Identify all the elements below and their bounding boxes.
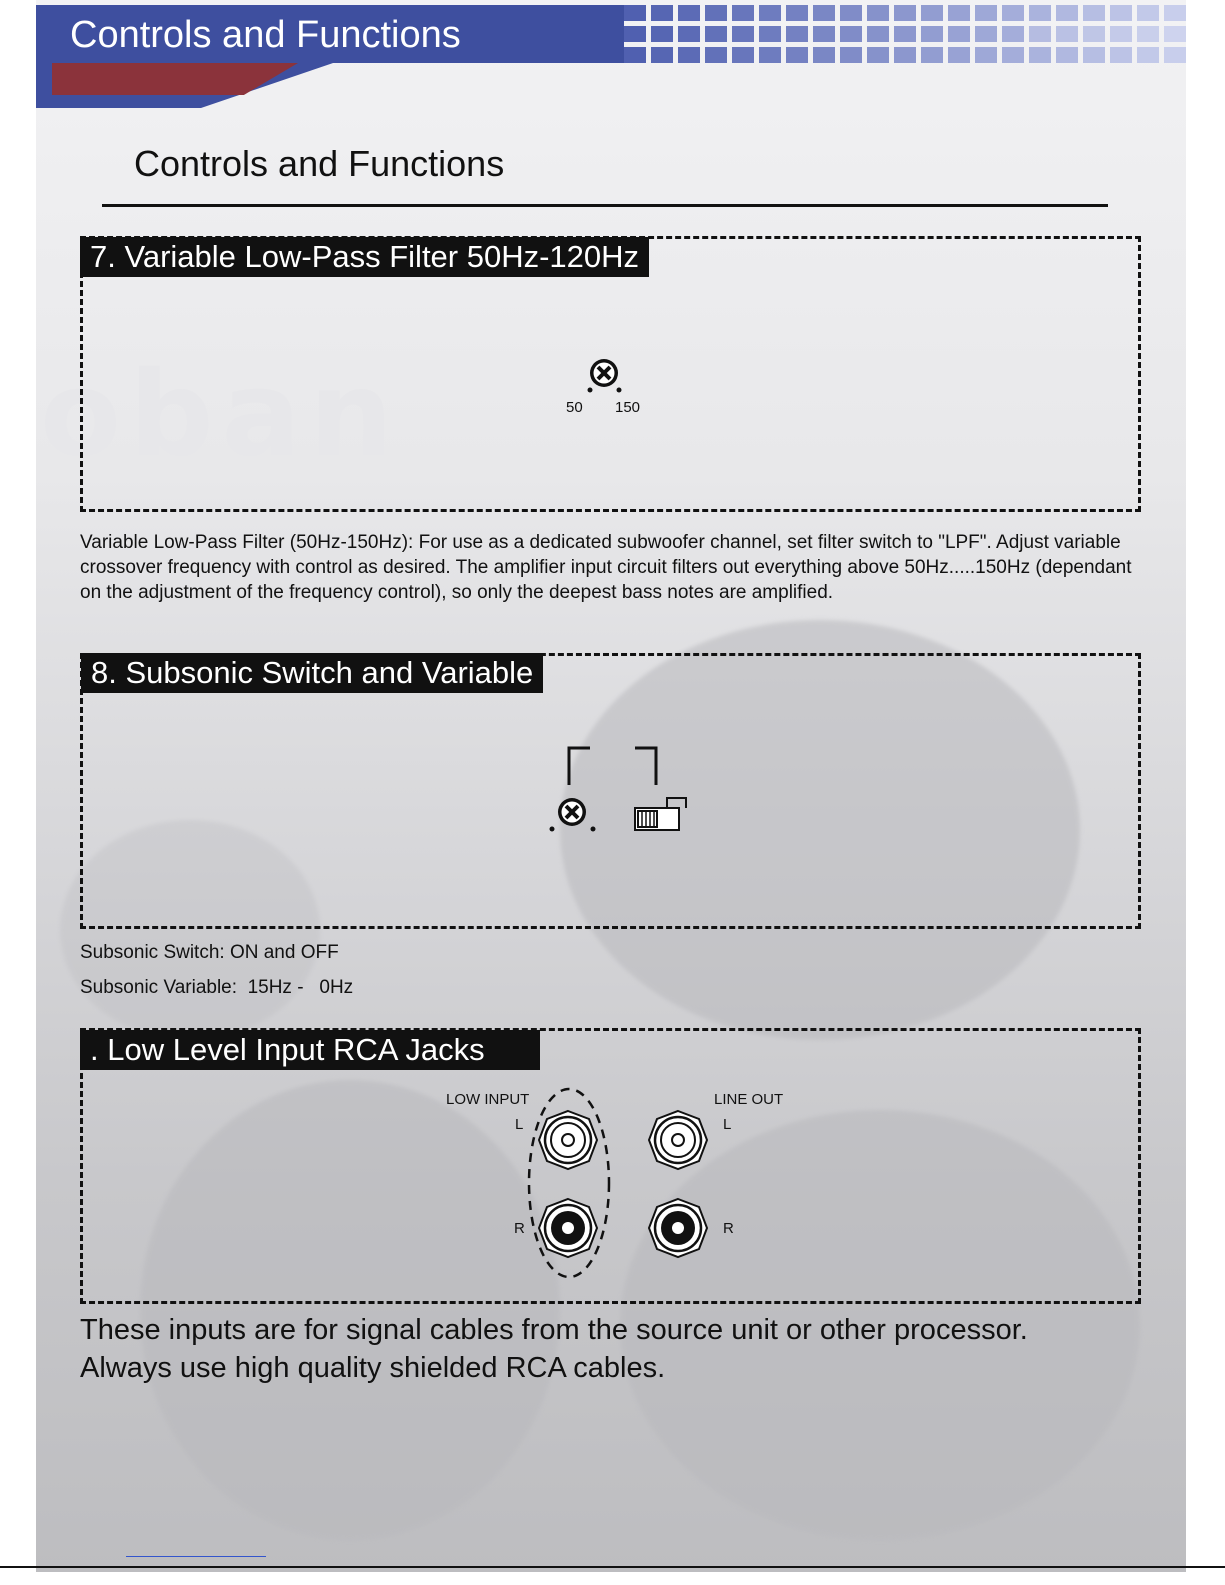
header-grid-square — [1137, 26, 1159, 42]
header-grid-square — [1110, 5, 1132, 21]
header-grid-square — [678, 47, 700, 63]
header-grid-square — [759, 5, 781, 21]
header-grid-square — [624, 5, 646, 21]
header-grid-square — [867, 47, 889, 63]
header-grid-square — [975, 47, 997, 63]
header-grid-square — [1056, 26, 1078, 42]
subsonic-switch-icon — [632, 794, 690, 834]
footer-link-underline — [126, 1556, 266, 1557]
subsonic-callout-lines — [565, 745, 665, 787]
section9-label: . Low Level Input RCA Jacks — [80, 1030, 540, 1070]
header-grid-square — [732, 5, 754, 21]
header-grid-square — [1137, 47, 1159, 63]
header-grid-square — [786, 26, 808, 42]
header-grid-square — [975, 26, 997, 42]
header-grid-square — [705, 47, 727, 63]
page-title: Controls and Functions — [134, 143, 505, 184]
header-grid-square — [651, 5, 673, 21]
header-grid-square — [1002, 5, 1024, 21]
header-grid-square — [624, 26, 646, 42]
header-grid-square — [624, 47, 646, 63]
footer-rule — [0, 1566, 1225, 1568]
header-grid-pattern — [624, 5, 1186, 63]
rca-jack-low-input-right-icon — [536, 1196, 600, 1260]
header-grid-square — [1002, 47, 1024, 63]
header-grid-square — [732, 47, 754, 63]
header-grid-square — [1029, 26, 1051, 42]
header-grid-square — [894, 47, 916, 63]
header-grid-square — [678, 26, 700, 42]
header-grid-square — [867, 5, 889, 21]
header-grid-square — [1029, 47, 1051, 63]
header-grid-square — [1002, 26, 1024, 42]
section9-description-line1: These inputs are for signal cables from the source unit or other processor. — [80, 1314, 1028, 1346]
header-grid-square — [867, 26, 889, 42]
lpf-knob-min-label: 50 — [566, 399, 583, 416]
header-grid-square — [678, 5, 700, 21]
header-grid-square — [1083, 47, 1105, 63]
low-input-label: LOW INPUT — [446, 1091, 530, 1108]
lpf-knob-max-label: 150 — [615, 399, 641, 416]
section7-label: 7. Variable Low-Pass Filter 50Hz-120Hz — [80, 237, 649, 277]
header-grid-square — [651, 26, 673, 42]
header-grid-square — [705, 5, 727, 21]
header-grid-square — [840, 5, 862, 21]
header-grid-square — [840, 47, 862, 63]
section8-label: 8. Subsonic Switch and Variable — [81, 653, 543, 693]
line-out-left-label: L — [723, 1116, 732, 1133]
subsonic-switch-text: Subsonic Switch: ON and OFF — [80, 942, 339, 963]
header-grid-square — [921, 47, 943, 63]
brand-watermark: oban — [40, 345, 402, 483]
header-grid-square — [732, 26, 754, 42]
header-grid-square — [894, 26, 916, 42]
header-grid-square — [1164, 47, 1186, 63]
header-grid-square — [921, 26, 943, 42]
header-grid-square — [948, 26, 970, 42]
header-grid-square — [894, 5, 916, 21]
header-grid-square — [705, 26, 727, 42]
section7-description: Variable Low-Pass Filter (50Hz-150Hz): For use as a dedicated subwoofer channel, set filter switch to "LPF". Adjust variable crossover frequency with control as desired. The amplifier input circuit filters out everything above 50Hz.....150Hz (dependant on the adjustment of the frequency control), so only the deepest bass notes are amplified. — [80, 532, 1132, 603]
header-grid-square — [1110, 26, 1132, 42]
subsonic-variable-text: Subsonic Variable: 15Hz - 0Hz — [80, 977, 354, 998]
header-grid-square — [1164, 5, 1186, 21]
header-grid-square — [759, 47, 781, 63]
header-grid-square — [948, 47, 970, 63]
header-grid-square — [813, 5, 835, 21]
header-grid-square — [813, 26, 835, 42]
line-out-label: LINE OUT — [714, 1091, 784, 1108]
header-grid-square — [840, 26, 862, 42]
header-grid-square — [1083, 26, 1105, 42]
subsonic-knob-icon — [548, 794, 598, 836]
header-grid-square — [1056, 47, 1078, 63]
header-grid-square — [975, 5, 997, 21]
lpf-knob-icon — [584, 356, 626, 398]
section9-description-line2: Always use high quality shielded RCA cables. — [80, 1352, 666, 1384]
header-grid-square — [813, 47, 835, 63]
low-input-left-label: L — [515, 1116, 524, 1133]
header-grid-square — [1164, 26, 1186, 42]
header-title: Controls and Functions — [70, 14, 461, 56]
rca-jack-line-out-right-icon — [646, 1196, 710, 1260]
low-input-right-label: R — [514, 1220, 525, 1237]
title-divider — [102, 204, 1108, 207]
header-grid-square — [786, 5, 808, 21]
header-grid-square — [786, 47, 808, 63]
header-grid-square — [1083, 5, 1105, 21]
header-grid-square — [759, 26, 781, 42]
header-grid-square — [1110, 47, 1132, 63]
line-out-right-label: R — [723, 1220, 734, 1237]
header-grid-square — [651, 47, 673, 63]
rca-jack-line-out-left-icon — [646, 1108, 710, 1172]
rca-jack-low-input-left-icon — [536, 1108, 600, 1172]
header-grid-square — [948, 5, 970, 21]
header-grid-square — [1029, 5, 1051, 21]
section8-frame — [80, 653, 1141, 929]
header-grid-square — [1056, 5, 1078, 21]
header-grid-square — [921, 5, 943, 21]
header-grid-square — [1137, 5, 1159, 21]
